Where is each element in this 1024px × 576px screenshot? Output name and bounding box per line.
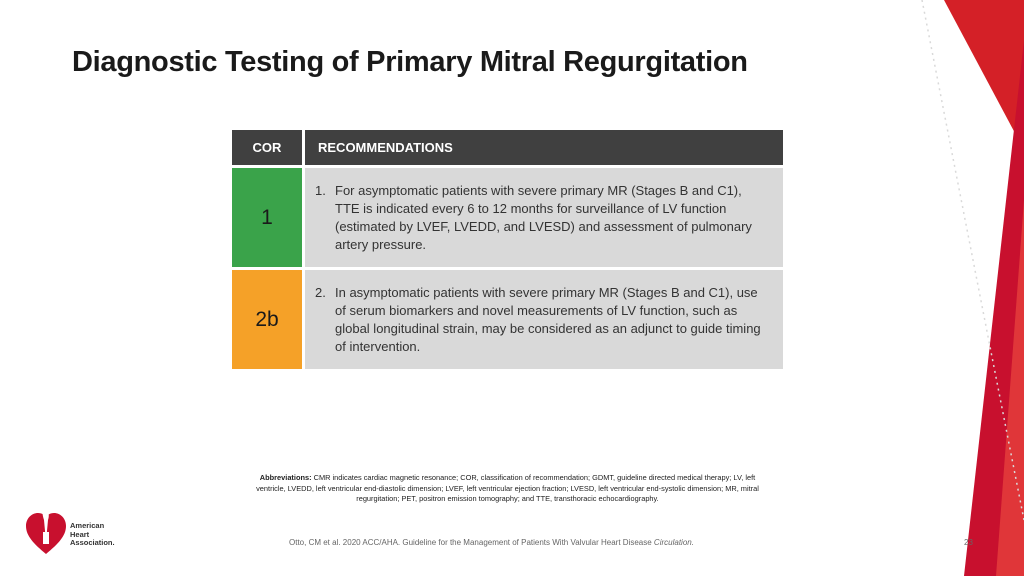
recommendation-number: 2. bbox=[315, 284, 326, 300]
recommendations-table bbox=[232, 130, 783, 369]
table-row bbox=[232, 269, 783, 370]
page-number: 23 bbox=[964, 538, 973, 547]
cor-level-cell: 2b bbox=[232, 269, 304, 370]
citation-text: Otto, CM et al. 2020 ACC/AHA. Guideline for the Management of Patients With Valvular Heart Disease bbox=[289, 538, 654, 547]
recommendation-number: 1. bbox=[315, 182, 326, 198]
abbreviations-note bbox=[250, 473, 765, 505]
citation-journal: Circulation. bbox=[653, 538, 694, 547]
abbreviations-text: CMR indicates cardiac magnetic resonance; COR, classification of recommendation; GDMT, guideline directed medical therapy; LV, left ventricle, LVEDD, left ventricular end-diastolic dimension; LVEF, left ventricular ejection fraction; LVESD, left ventricular end-systolic dimension; MR, mitral regurgitation; PET, positron emission tomography; and TTE, transthoracic echocardiography. bbox=[256, 473, 759, 503]
recommendation-cell bbox=[304, 167, 784, 269]
recommendation-text: For asymptomatic patients with severe primary MR (Stages B and C1), TTE is indicated every 6 to 12 months for surveillance of LV function (estimated by LVEF, LVEDD, and LVESD) and assessment of pulmonary artery pressure. bbox=[335, 182, 752, 252]
page-title: Diagnostic Testing of Primary Mitral Regurgitation bbox=[72, 46, 748, 78]
abbreviations-label: Abbreviations: bbox=[259, 473, 312, 482]
recommendation-text: In asymptomatic patients with severe primary MR (Stages B and C1), use of serum biomarkers and novel measurements of LV function, such as global longitudinal strain, may be considered as an adjunct to guide timing of intervention. bbox=[335, 284, 761, 354]
decorative-red-banner bbox=[904, 0, 1024, 576]
citation bbox=[289, 538, 694, 547]
table-row bbox=[232, 167, 783, 269]
logo-line-3: Association. bbox=[70, 538, 115, 547]
logo-line-1: American bbox=[70, 521, 105, 530]
recommendations-header: RECOMMENDATIONS bbox=[304, 130, 784, 167]
cor-level-cell: 1 bbox=[232, 167, 304, 269]
logo-text bbox=[70, 522, 115, 548]
recommendation-cell bbox=[304, 269, 784, 370]
logo-line-2: Heart bbox=[70, 529, 90, 539]
cor-header: COR bbox=[232, 130, 304, 167]
